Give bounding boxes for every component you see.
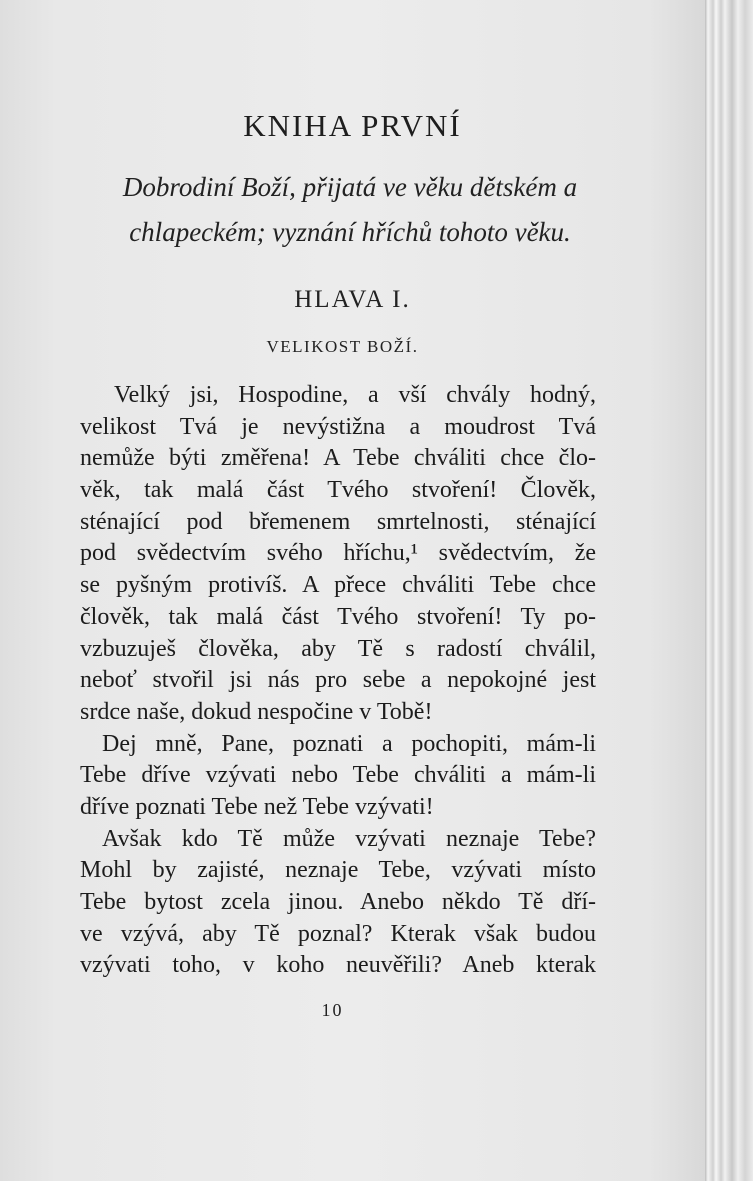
book-spine-edge [705,0,753,1181]
text-line: velikost Tvá je nevýstižna a moudrost Tvá [80,413,596,440]
book-title: KNIHA PRVNÍ [243,108,462,143]
chapter-title: HLAVA I. [294,286,411,313]
text-line: Avšak kdo Tě může vzývati neznaje Tebe? [102,825,596,852]
text-line: neboť stvořil jsi nás pro sebe a nepokojné jest [80,667,596,694]
book-subtitle: Dobrodiní Boží, přijatá ve věku dětském a chlapeckém; vyznání hříchů tohoto věku. [122,172,578,247]
text-line: vzbuzuješ člověka, aby Tě s radostí chválil, [80,635,596,662]
text-line: Mohl by zajisté, neznaje Tebe, vzývati místo [80,857,596,884]
text-line: se pyšným protivíš. A přece chváliti Tebe chce [80,572,596,599]
text-line: nemůže býti změřena! A Tebe chváliti chce člo- [80,445,596,472]
text-line: vzývati toho, v koho neuvěřili? Aneb kterak [80,952,596,979]
text-line: sténající pod břemenem smrtelnosti, sténající [80,508,596,535]
text-line: pod svědectvím svého hříchu,¹ svědectvím, že [80,540,596,567]
chapter-subtitle: VELIKOST BOŽÍ. [266,337,419,356]
text-line: Tebe dříve vzývati nebo Tebe chváliti a mám-li [80,762,596,789]
text-line: ve vzývá, aby Tě poznal? Kterak však budou [80,920,596,947]
text-line: člověk, tak malá část Tvého stvoření! Ty po- [80,603,596,630]
text-line: Dej mně, Pane, poznati a pochopiti, mám-li [102,730,596,757]
body-text [80,380,596,982]
text-line: srdce naše, dokud nespočine v Tobě! [80,698,433,725]
text-line: Velký jsi, Hospodine, a vší chvály hodný, [114,382,596,408]
text-line: dříve poznati Tebe než Tebe vzývati! [80,793,434,820]
page-number: 10 [321,1000,344,1020]
text-line: Tebe bytost zcela jinou. Anebo někdo Tě dří- [80,889,596,915]
text-line: věk, tak malá část Tvého stvoření! Člověk, [80,477,596,504]
